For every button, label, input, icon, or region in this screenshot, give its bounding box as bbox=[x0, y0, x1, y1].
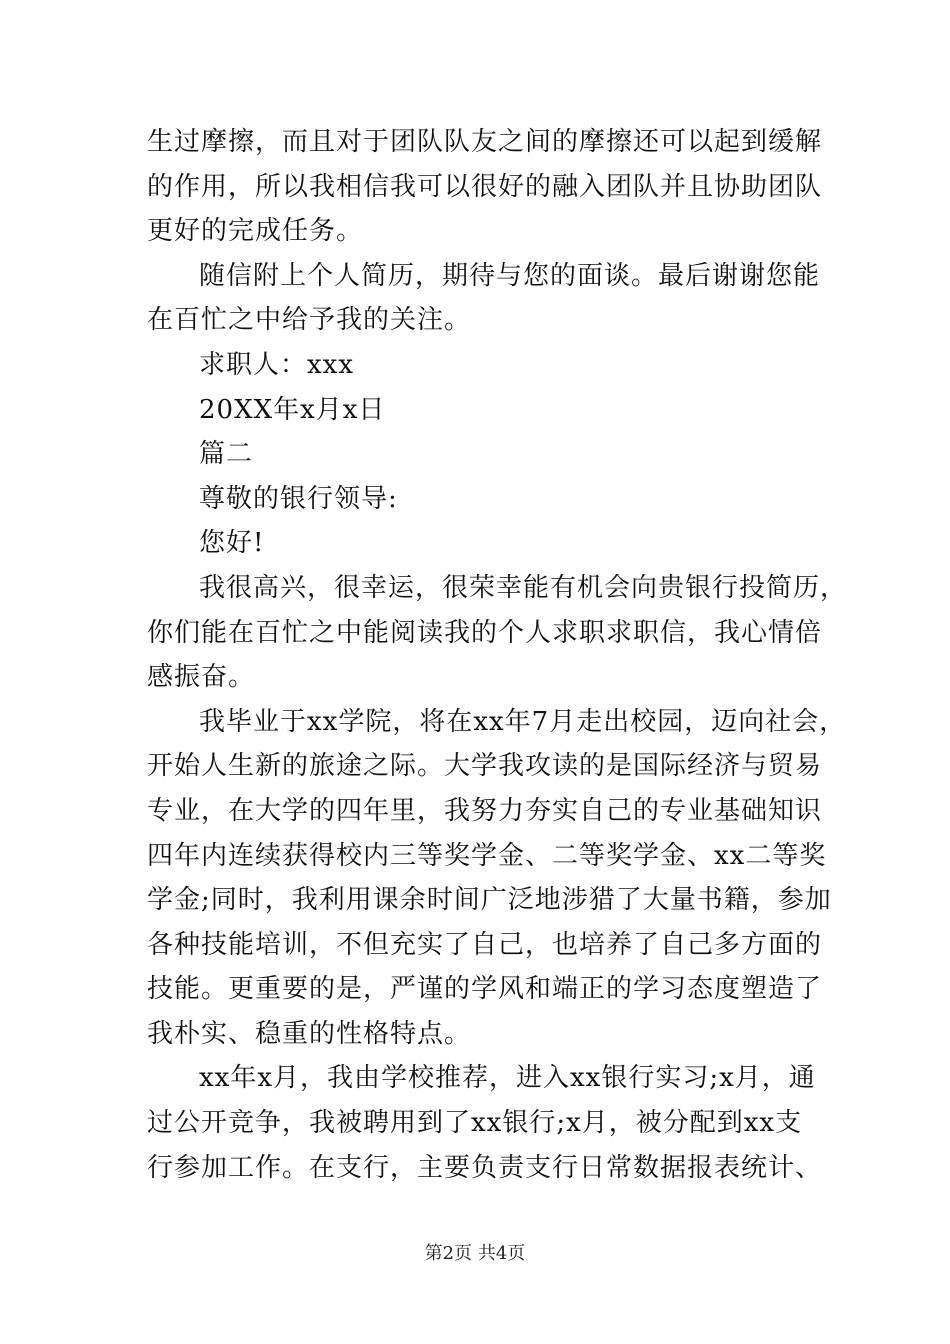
text-line: 随信附上个人简历，期待与您的面谈。最后谢谢您能 bbox=[199, 260, 821, 291]
letter-body bbox=[147, 120, 848, 1190]
text-line: 技能。更重要的是，严谨的学风和端正的学习态度塑造了 bbox=[147, 974, 823, 1005]
text-line: 开始人生新的旅途之际。大学我攻读的是国际经济与贸易 bbox=[147, 751, 823, 782]
text-line: 四年内连续获得校内三等奖学金、二等奖学金、xx二等奖 bbox=[147, 840, 827, 871]
page-footer: 第2页 共4页 bbox=[424, 1243, 526, 1264]
text-line: 生过摩擦，而且对于团队队友之间的摩擦还可以起到缓解 bbox=[147, 127, 823, 157]
text-line: 在百忙之中给予我的关注。 bbox=[147, 305, 472, 336]
text-line: 专业，在大学的四年里，我努力夯实自己的专业基础知识 bbox=[147, 795, 823, 826]
text-line: 更好的完成任务。 bbox=[147, 216, 364, 247]
text-line: 求职人：xxx bbox=[199, 349, 354, 380]
text-line: 尊敬的银行领导: bbox=[199, 483, 398, 514]
text-line: 篇二 bbox=[199, 439, 254, 470]
text-line: 你们能在百忙之中能阅读我的个人求职求职信，我心情倍 bbox=[147, 617, 823, 648]
text-line: 学金;同时，我利用课余时间广泛地涉猎了大量书籍，参加 bbox=[147, 885, 832, 916]
text-line: xx年x月，我由学校推荐，进入xx银行实习;x月，通 bbox=[199, 1063, 816, 1094]
text-line: 我很高兴，很幸运，很荣幸能有机会向贵银行投简历， bbox=[199, 572, 848, 603]
text-line: 20XX年x月x日 bbox=[199, 394, 386, 425]
text-line: 过公开竞争，我被聘用到了xx银行;x月，被分配到xx支 bbox=[147, 1108, 803, 1139]
text-line: 的作用，所以我相信我可以很好的融入团队并且协助团队 bbox=[147, 171, 823, 202]
text-line: 行参加工作。在支行，主要负责支行日常数据报表统计、 bbox=[147, 1152, 823, 1183]
text-line: 我毕业于xx学院，将在xx年7月走出校园，迈向社会， bbox=[199, 706, 847, 737]
text-line: 感振奋。 bbox=[147, 662, 256, 693]
text-line: 我朴实、稳重的性格特点。 bbox=[147, 1018, 472, 1049]
text-line: 各种技能培训，不但充实了自己，也培养了自己多方面的 bbox=[147, 929, 823, 960]
text-line: 您好! bbox=[199, 528, 265, 559]
